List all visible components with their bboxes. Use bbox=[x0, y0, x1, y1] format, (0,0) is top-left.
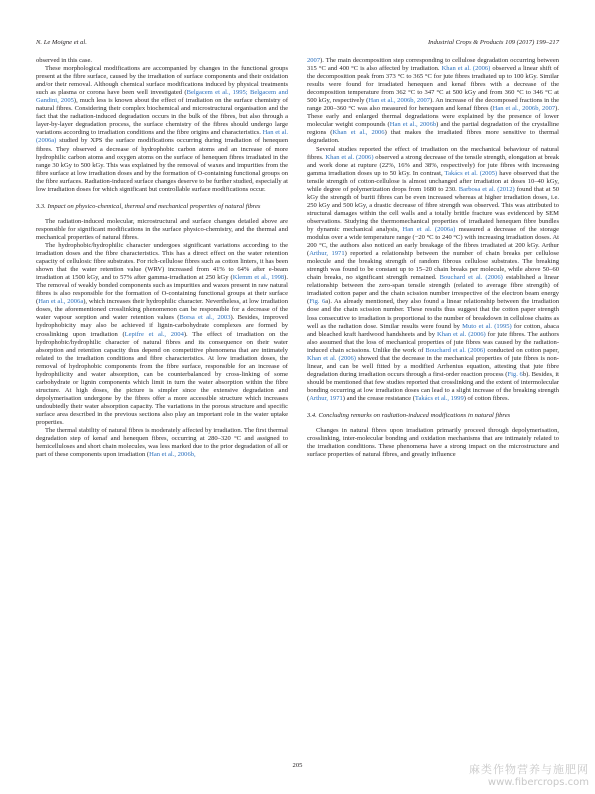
header-journal: Industrial Crops & Products 109 (2017) 199–217 bbox=[427, 39, 559, 46]
citation-link[interactable]: Khan et al. (2006) bbox=[441, 65, 491, 73]
citation-link[interactable]: Khan et al. (2006) bbox=[436, 330, 486, 338]
paragraph-text: established a linear relationship between the zero-span tensile strength (related to average fibre strength) of irradiated cotton paper and the chain scission number irrespective of the electron beam energy ( bbox=[307, 274, 559, 306]
watermark-url: www.fibercrops.com bbox=[487, 777, 589, 788]
paragraph-text: ). The effect of irradiation on the hydrophobic/hydrophilic character of natural fibres and its consequence on their water absorption and retention capacity thus depend on competitive phenomena that are intimately related to the irradiation conditions and fibre characteristics. At low irradiation doses, the removal of hydrophobic components from the fibre surface, responsible for an increase of hydrophilicity and water absorption, can be counterbalanced by cross-linking of some carbohydrate or lignin components which limit in turn the water absorption within the fibre structure. At high doses, the picture is simpler since the extensive degradation and depolymerisation undergone by the fibres offer a more accessible structure which increases undoubtedly their water absorption capacity. The variations in the porous structure and specific surface area described in the previous sections also play an important role in the water uptake properties. bbox=[36, 330, 288, 427]
citation-link[interactable]: Klemm et al., 1998 bbox=[232, 274, 285, 282]
paragraph-text: Changes in natural fibres upon irradiation primarily proceed through depolymerisation, crosslinking, inter-molecular bonding and oxidation mechanisms that are intimately related to the irradiation conditions. These phenomena have a strong impact on the microstructure and surface properties of natural fibres, and greatly influence bbox=[307, 427, 559, 459]
citation-link[interactable]: Arthur, 1971 bbox=[309, 394, 343, 402]
paragraph-text: observed a strong decrease of the tensile strength, elongation at break and work done at rupture (22%, 16% and 38%, respectively) for jute fibres with increasing gamma irradiation doses up to 50 kGy. In contrast, bbox=[307, 153, 559, 177]
body-paragraph bbox=[36, 65, 288, 194]
paragraph-text: showed that the decrease in the mechanical properties of jute fibres is non-linear, and can be well fitted by a modified Arrhenius equation, attesting that jute fibre degradation during irradiation occurs through a first-order reaction process ( bbox=[307, 354, 559, 378]
paragraph-text: The thermal stability of natural fibres is moderately affected by irradiation. The first thermal degradation step of kenaf and henequen fibres, occurring at 280–320 °C and assigned to hemicelluloses and short chain molecules, was less marked due to the prior degradation of all or part of these components upon irradiation ( bbox=[36, 427, 288, 459]
citation-link[interactable]: Han et al., 2006b, 2007 bbox=[368, 97, 431, 105]
body-paragraph bbox=[307, 427, 559, 459]
paragraph-text: for jute fibres. The authors also assumed that the loss of mechanical properties of jute fibres was caused by the radiation-induced chain scissions. Unlike the work of bbox=[307, 330, 559, 354]
citation-link[interactable]: Han et al., 2006b, bbox=[149, 451, 196, 459]
paragraph-text: ) reported a relationship between the number of chain breaks per cellulose molecule and the breaking strength of random fibrous cellulose substrates. The breaking strength was found to be constant up to 15–20 chain breaks per molecule, while above 50–60 chain breaks, no significant strength remained. bbox=[307, 250, 559, 282]
citation-link[interactable]: Khan et al. (2006) bbox=[325, 153, 374, 161]
citation-link[interactable]: Fig. 6 bbox=[309, 298, 326, 306]
paragraph-text: found that at 50 kGy the strength of buriti fibres can be even increased whereas at higher irradiation doses, i.e. 250 kGy and 500 kGy, a drastic decrease of fibre strength was observed. This was attributed to structural damages within the cell walls and a totally brittle fracture was evidenced by SEM observations. Studying the thermomechanical properties of irradiated henequen fibre bundles by dynamic mechanical analysis, bbox=[307, 185, 559, 233]
paragraph-text: ) that makes the irradiated fibres more sensitive to thermal degradation. bbox=[307, 129, 559, 145]
paragraph-text: ). An increase of the decomposed fractions in the range 200–360 °C was also measured for henequen and kenaf fibres ( bbox=[307, 97, 559, 113]
citation-link[interactable]: Fig. 6 bbox=[507, 370, 523, 378]
citation-link[interactable]: 2007 bbox=[307, 57, 321, 64]
body-paragraph bbox=[307, 146, 559, 404]
paragraph-text: b). Besides, it should be mentioned that few studies reported that crosslinking and the extent of intermolecular bonding occurring at low irradiation doses can lead to a slight increase of the breaking strength ( bbox=[307, 370, 559, 402]
paragraph-text: a). As already mentioned, they also found a linear relationship between the irradiation dose and the chain scission number. These results thus suggest that the cotton paper strength loss consecutive to irradiation is proportional to the number of breakdown in cellulose chains as well as the radiation dose. Similar results were found by bbox=[307, 298, 559, 330]
citation-link[interactable]: Lepifre et al., 2004 bbox=[124, 330, 184, 338]
section-heading: 3.3. Impact on physico-chemical, thermal and mechanical properties of natural fibres bbox=[36, 202, 261, 210]
citation-link[interactable]: Khan et al. (2006) bbox=[307, 354, 356, 362]
citation-link[interactable]: Han et al., 2006b bbox=[389, 121, 437, 129]
paragraph-text: measured a decrease of the storage modulus over a wide temperature range (−20 °C to 240 °C) with increasing irradiation doses. At 200 °C, the authors also noticed an early breakage of the fibres irradiated at 200 kGy. Arthur ( bbox=[307, 225, 559, 258]
body-paragraph bbox=[307, 57, 559, 146]
paragraph-text: studied by XPS the surface modifications occurring during irradiation of henequen fibres. They observed a decrease of hydrophobic carbon atoms and an increase of more hydrophilic carbon atoms and oxygen atoms on the surface of henequen fibres irradiated in the range 30 kGy to 500 kGy. This was explained by the removal of waxes and impurities from the fibre surface at low irradiation doses and by the formation of O-containing functional groups on the fibre surfaces. Radiation-induced surface changes deserve to be further studied, especially at low irradiation doses for which significant but controllable surface modifications occur. bbox=[36, 137, 288, 193]
paragraph-text: observed a linear shift of the decomposition peak from 373 °C to 365 °C for jute fibres irradiated up to 100 kGy. Similar results were found for irradiated henequen and kenaf fibres with a decrease of the decomposition temperature from 362 °C to 347 °C at 500 kGy and from 360 °C to 346 °C at 500 kGy, respectively ( bbox=[307, 65, 559, 105]
paragraph-text: Several studies reported the effect of irradiation on the mechanical behaviour of natural fibres. bbox=[307, 145, 559, 161]
citation-link[interactable]: Belgacem et al., 1995; Belgacem and Gandini, 2005 bbox=[36, 89, 288, 105]
section-heading: 3.4. Concluding remarks on radiation-induced modifications in natural fibres bbox=[307, 412, 511, 420]
paragraph-text: These morphological modifications are accompanied by changes in the functional groups present at the fibre surface, caused by the irradiation of surface components and their oxidation and/or their removal. Although chemical surface modifications induced by physical treatments such as plasma or corona have been well investigated ( bbox=[36, 65, 288, 97]
left-column bbox=[36, 57, 288, 757]
citation-link[interactable]: Khan et al., 2006 bbox=[332, 129, 385, 137]
body-paragraph bbox=[36, 218, 288, 242]
paragraph-text: ), much less is known about the effect of irradiation on the surface chemistry of natural fibres. Considering their complex biochemical and microstructural organisation and the fact that the radiation-induced degradation occurs in the bulk of the fibres, but also through a layer-by-layer degradation process, the surface chemistry of the fibres should undergo large variations according to irradiation conditions and the fibre origins and characteristics. bbox=[36, 97, 288, 137]
paragraph-text: ) and the crease resistance ( bbox=[342, 394, 415, 402]
paragraph-text: ) of cotton fibres. bbox=[463, 394, 510, 402]
citation-link[interactable]: Borsa et al., 2003 bbox=[179, 314, 231, 322]
citation-link[interactable]: Han et al. (2006a) bbox=[402, 225, 456, 233]
citation-link[interactable]: Bouchard et al. (2006) bbox=[425, 346, 486, 354]
paragraph-text: observed in this case. bbox=[36, 57, 92, 64]
paragraph-text: ) and the partial degradation of the crystalline regions ( bbox=[307, 121, 559, 137]
citation-link[interactable]: Bouchard et al. (2006) bbox=[439, 274, 503, 282]
citation-link[interactable]: Han et al. (2006a) bbox=[36, 129, 288, 145]
paragraph-text: have observed that the tensile strength of cotton-cellulose is almost unchanged after irradiation at doses 10–40 kGy, while degree of polymerization drops from 1680 to 230. bbox=[307, 169, 559, 193]
paragraph-text: The hydrophobic/hydrophilic character undergoes significant variations according to the irradiation doses and the fibre characteristics. This has a direct effect on the water retention capacity of cellulosic fibre substrates. For rich-cellulose fibres such as cotton linters, it has been shown that the water retention value (WRV) increased from 41% to 64% after e-beam irradiation at 1500 kGy, and to 57% after gamma-irradiation at 250 kGy ( bbox=[36, 241, 288, 282]
page-number: 205 bbox=[292, 762, 303, 769]
body-paragraph bbox=[36, 57, 288, 65]
watermark bbox=[469, 761, 589, 788]
header-authors: N. Le Moigne et al. bbox=[36, 39, 87, 46]
watermark-site-name: 麻类作物营养与施肥网 bbox=[469, 763, 589, 776]
citation-link[interactable]: Arthur, 1971 bbox=[309, 250, 345, 258]
body-paragraph bbox=[36, 427, 288, 459]
paragraph-text: ). These early and enlarged thermal degradations were explained by the presence of lower molecular weight compounds ( bbox=[307, 105, 559, 129]
paragraph-text: conducted on cotton paper, bbox=[485, 346, 559, 354]
paragraph-text: ). The main decomposition step corresponding to cellulose degradation occurring between 315 °C and 400 °C is also affected by irradiation. bbox=[307, 57, 559, 73]
citation-link[interactable]: Han et al., 2006b, 2007 bbox=[492, 105, 556, 113]
running-header bbox=[36, 39, 559, 49]
right-column bbox=[307, 57, 559, 757]
paragraph-text: ), which increases their hydrophilic character. Nevertheless, at low irradiation doses, the aforementioned crosslinking phenomenon can be responsible for a decrease of the water vapour sorption and water retention values ( bbox=[36, 298, 288, 322]
citation-link[interactable]: Muto et al. (1995) bbox=[462, 322, 512, 330]
body-paragraph bbox=[36, 242, 288, 427]
paragraph-text: ). Besides, improved hydrophobicity may also be achieved if lignin-carbohydrate complexes are formed by crosslinking upon irradiation ( bbox=[36, 314, 288, 338]
paragraph-text: ). The removal of weakly bonded components such as impurities and waxes present in raw natural fibres is also responsible for the formation of O-containing functional groups at their surface ( bbox=[36, 274, 288, 306]
citation-link[interactable]: Takács et al. (2005) bbox=[444, 169, 498, 177]
citation-link[interactable]: Takács et al., 1999 bbox=[414, 394, 464, 402]
paragraph-text: The radiation-induced molecular, microstructural and surface changes detailed above are responsible for significant modifications in the surface physico-chemistry, and the thermal and mechanical properties of natural fibres. bbox=[36, 217, 288, 241]
citation-link[interactable]: Barbosa et al. (2012) bbox=[458, 185, 515, 193]
paragraph-text: for cotton, abaca and bleached kraft hardwood handsheets and by bbox=[307, 322, 559, 338]
citation-link[interactable]: Han et al., 2006a bbox=[38, 298, 84, 306]
